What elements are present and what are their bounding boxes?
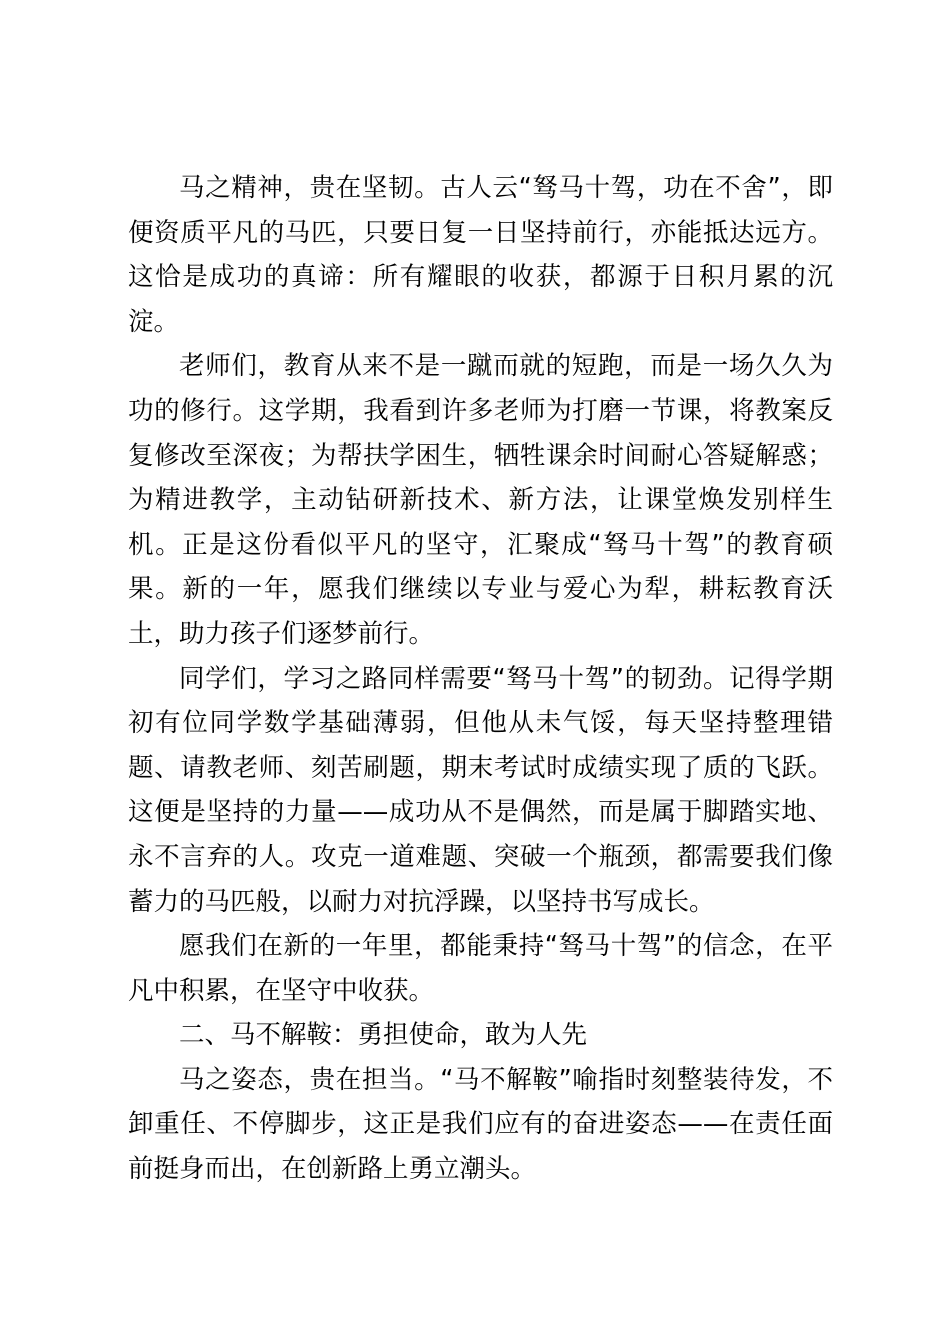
paragraph-wish: 愿我们在新的一年里，都能秉持“驽马十驾”的信念，在平凡中积累，在坚守中收获。 — [128, 931, 833, 1006]
section-heading: 二、马不解鞍：勇担使命，敢为人先 — [179, 1020, 588, 1051]
document-page — [128, 166, 833, 1192]
paragraph-students: 同学们，学习之路同样需要“驽马十驾”的韧劲。记得学期初有位同学数学基础薄弱，但他从未气馁，每天坚持整理错题、请教老师、刻苦刷题，期末考试时成绩实现了质的飞跃。这便是坚持的力量——成功从不是偶然，而是属于脚踏实地、永不言弃的人。攻克一道难题、突破一个瓶颈，都需要我们像蓄力的马匹般，以耐力对抗浮躁，以坚持书写成长。 — [128, 663, 833, 917]
paragraph-teachers: 老师们，教育从来不是一蹴而就的短跑，而是一场久久为功的修行。这学期，我看到许多老师为打磨一节课，将教案反复修改至深夜；为帮扶学困生，牺牲课余时间耐心答疑解惑；为精进教学，主动钻研新技术、新方法，让课堂焕发别样生机。正是这份看似平凡的坚守，汇聚成“驽马十驾”的教育硕果。新的一年，愿我们继续以专业与爱心为犁，耕耘教育沃土，助力孩子们逐梦前行。 — [128, 351, 833, 649]
paragraph-perseverance: 马之精神，贵在坚韧。古人云“驽马十驾，功在不舍”，即便资质平凡的马匹，只要日复一日坚持前行，亦能抵达远方。这恰是成功的真谛：所有耀眼的收获，都源于日积月累的沉淀。 — [128, 173, 833, 337]
paragraph-responsibility: 马之姿态，贵在担当。“马不解鞍”喻指时刻整装待发，不卸重任、不停脚步，这正是我们应有的奋进姿态——在责任面前挺身而出，在创新路上勇立潮头。 — [128, 1064, 833, 1185]
